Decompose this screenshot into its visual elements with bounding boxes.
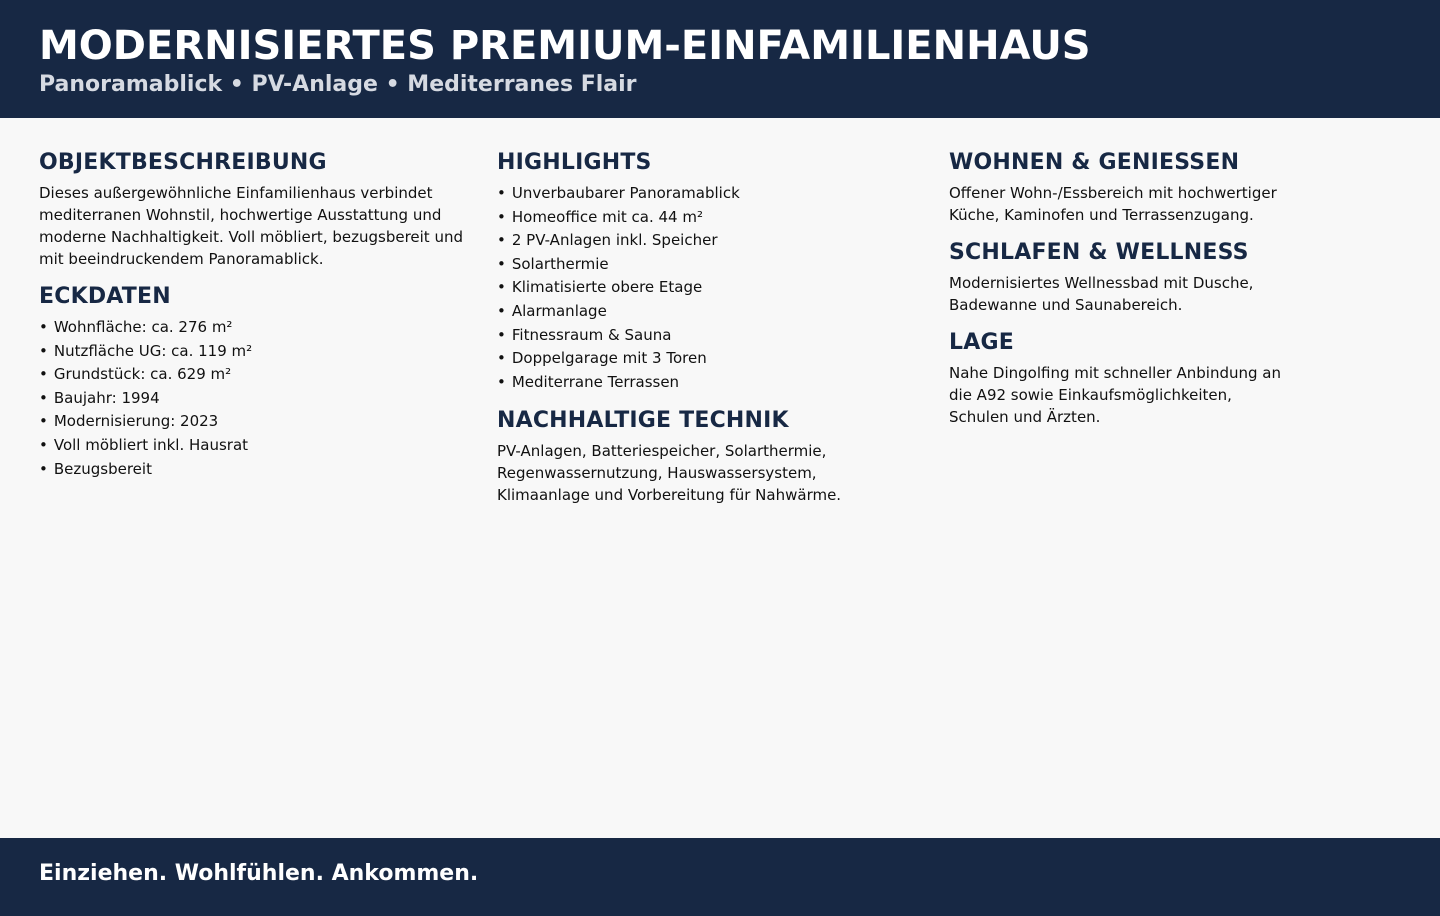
list-item <box>497 371 937 395</box>
objektbeschreibung-line: moderne Nachhaltigkeit. Voll möbliert, bezugsbereit und <box>39 228 463 246</box>
list-item-text: Mediterrane Terrassen <box>511 372 680 391</box>
objektbeschreibung-heading: OBJEKTBESCHREIBUNG <box>39 150 327 175</box>
footer-slogan: Einziehen. Wohlfühlen. Ankommen. <box>39 861 479 886</box>
technik-text <box>497 440 937 506</box>
list-item-text: Bezugsbereit <box>53 459 152 478</box>
right-column <box>949 150 1319 442</box>
bullet-icon: • <box>497 325 506 344</box>
list-item <box>497 253 937 277</box>
bullet-icon: • <box>497 301 506 320</box>
lage-line: die A92 sowie Einkaufsmöglichkeiten, <box>949 386 1232 404</box>
schlafen-line: Badewanne und Saunabereich. <box>949 296 1183 314</box>
list-item-text: 2 PV-Anlagen inkl. Speicher <box>511 231 718 250</box>
list-item-text: Unverbaubarer Panoramablick <box>511 184 740 202</box>
schlafen-heading: SCHLAFEN & WELLNESS <box>949 240 1249 265</box>
wohnen-text <box>949 182 1319 226</box>
bullet-icon: • <box>497 231 506 250</box>
technik-line: Regenwassernutzung, Hauswassersystem, <box>497 464 817 483</box>
lage-section <box>949 330 1319 428</box>
list-item-text: Homeoffice mit ca. 44 m² <box>511 207 703 226</box>
bullet-icon: • <box>497 372 506 391</box>
wohnen-section <box>949 150 1319 226</box>
wohnen-line: Küche, Kaminofen und Terrassenzugang. <box>949 206 1254 224</box>
list-item <box>497 276 937 300</box>
header-banner <box>0 0 1440 118</box>
highlights-heading: HIGHLIGHTS <box>497 150 652 175</box>
lage-text <box>949 362 1319 428</box>
bullet-icon: • <box>39 318 48 336</box>
list-item-text: Baujahr: 1994 <box>53 388 160 407</box>
list-item <box>497 324 937 348</box>
list-item <box>39 458 489 482</box>
bullet-icon: • <box>497 184 506 202</box>
list-item-text: Modernisierung: 2023 <box>53 412 219 431</box>
lage-line: Nahe Dingolfing mit schneller Anbindung an <box>949 364 1281 382</box>
list-item <box>497 182 937 206</box>
highlights-list <box>497 182 937 394</box>
lage-line: Schulen und Ärzten. <box>949 408 1101 426</box>
list-item-text: Voll möbliert inkl. Hausrat <box>53 435 249 454</box>
lage-heading: LAGE <box>949 330 1014 355</box>
left-column <box>39 150 489 495</box>
objektbeschreibung-text <box>39 182 489 270</box>
technik-line: PV-Anlagen, Batteriespeicher, Solarthermie, <box>497 442 827 461</box>
schlafen-text <box>949 272 1319 316</box>
list-item <box>39 363 489 387</box>
wohnen-line: Offener Wohn-/Essbereich mit hochwertiger <box>949 184 1277 202</box>
schlafen-line: Modernisiertes Wellnessbad mit Dusche, <box>949 274 1254 292</box>
objektbeschreibung-section <box>39 150 489 270</box>
bullet-icon: • <box>39 412 48 431</box>
schlafen-section <box>949 240 1319 316</box>
page-title: MODERNISIERTES PREMIUM-EINFAMILIENHAUS <box>39 23 1091 69</box>
list-item <box>39 434 489 458</box>
list-item <box>497 229 937 253</box>
list-item <box>39 410 489 434</box>
bullet-icon: • <box>497 278 506 297</box>
eckdaten-section <box>39 284 489 481</box>
page-subtitle: Panoramablick • PV-Anlage • Mediterranes Flair <box>39 72 637 97</box>
list-item-text: Fitnessraum & Sauna <box>511 325 672 344</box>
technik-heading: NACHHALTIGE TECHNIK <box>497 408 789 434</box>
highlights-section <box>497 150 937 394</box>
technik-section <box>497 408 937 506</box>
footer-banner <box>0 838 1440 916</box>
list-item-text: Wohnfläche: ca. 276 m² <box>53 318 233 336</box>
middle-column <box>497 150 937 520</box>
eckdaten-heading: ECKDATEN <box>39 284 171 309</box>
list-item-text: Doppelgarage mit 3 Toren <box>511 349 707 368</box>
bullet-icon: • <box>39 341 48 360</box>
list-item <box>39 340 489 364</box>
bullet-icon: • <box>497 207 506 226</box>
list-item <box>497 300 937 324</box>
list-item-text: Nutzfläche UG: ca. 119 m² <box>53 341 253 360</box>
list-item-text: Grundstück: ca. 629 m² <box>53 365 232 384</box>
list-item <box>497 206 937 230</box>
technik-line: Klimaanlage und Vorbereitung für Nahwärme. <box>497 486 842 505</box>
objektbeschreibung-line: Dieses außergewöhnliche Einfamilienhaus verbindet <box>39 184 433 202</box>
bullet-icon: • <box>39 435 48 454</box>
eckdaten-list <box>39 316 489 481</box>
list-item-text: Alarmanlage <box>511 301 607 320</box>
list-item <box>497 347 937 371</box>
objektbeschreibung-line: mediterranen Wohnstil, hochwertige Ausstattung und <box>39 206 442 224</box>
list-item-text: Solarthermie <box>511 254 609 273</box>
wohnen-heading: WOHNEN & GENIESSEN <box>949 150 1240 175</box>
bullet-icon: • <box>497 254 506 273</box>
bullet-icon: • <box>497 349 506 368</box>
bullet-icon: • <box>39 459 48 478</box>
bullet-icon: • <box>39 365 48 384</box>
list-item-text: Klimatisierte obere Etage <box>511 278 703 297</box>
bullet-icon: • <box>39 388 48 407</box>
objektbeschreibung-line: mit beeindruckendem Panoramablick. <box>39 250 324 268</box>
list-item <box>39 316 489 340</box>
list-item <box>39 387 489 411</box>
